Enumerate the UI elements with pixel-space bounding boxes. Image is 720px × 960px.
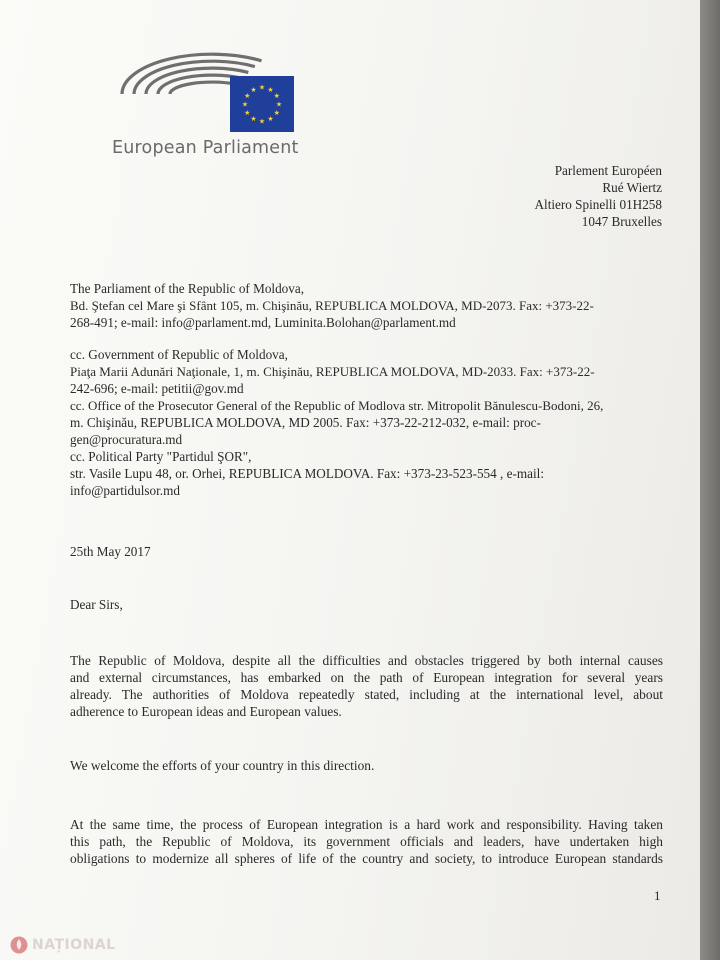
paragraph-line: We welcome the efforts of your country in this direction. xyxy=(70,758,375,773)
cc-line: cc. Political Party "Partidul ŞOR", xyxy=(70,449,252,464)
sender-address-line: Rué Wiertz xyxy=(602,180,662,195)
eu-star-icon: ★ xyxy=(267,85,274,94)
cc-line: info@partidulsor.md xyxy=(70,483,180,498)
body-paragraph xyxy=(70,652,663,720)
body-paragraph xyxy=(70,757,663,774)
eu-star-icon: ★ xyxy=(241,100,249,109)
eu-star-icon: ★ xyxy=(244,92,251,100)
cc-line: str. Vasile Lupu 48, or. Orhei, REPUBLICA MOLDOVA. Fax: +373-23-523-554 , e-mail: xyxy=(70,466,544,481)
hemicycle-flag-emblem xyxy=(112,42,312,137)
eu-star-icon: ★ xyxy=(244,109,251,117)
eu-star-icon: ★ xyxy=(275,100,283,109)
paragraph-line: At the same time, the process of European integration is a hard work and responsibility. Having taken xyxy=(70,817,663,832)
paragraph-line: and external circumstances, has embarked on the path of European integration for several years xyxy=(70,670,663,685)
eu-star-icon: ★ xyxy=(273,92,280,100)
cc-line: 242-696; e-mail: petitii@gov.md xyxy=(70,381,244,396)
cc-line: m. Chişinău, REPUBLICA MOLDOVA, MD 2005. Fax: +373-22-212-032, e-mail: proc- xyxy=(70,415,541,430)
paragraph-line: The Republic of Moldova, despite all the difficulties and obstacles triggered by both internal causes xyxy=(70,653,663,668)
page-number: 1 xyxy=(654,888,661,903)
paragraph-line: already. The authorities of Moldova repeatedly stated, including at the international level, about xyxy=(70,687,663,702)
eu-star-icon: ★ xyxy=(258,83,266,92)
eu-star-icon: ★ xyxy=(250,115,257,124)
watermark-flame-icon xyxy=(10,936,28,954)
eu-star-icon: ★ xyxy=(273,109,280,117)
cc-line: gen@procuratura.md xyxy=(70,432,183,447)
eu-star-icon: ★ xyxy=(267,115,274,124)
body-paragraph xyxy=(70,816,663,867)
background-surface xyxy=(700,0,720,960)
eu-star-icon: ★ xyxy=(250,85,257,94)
watermark-text: NAȚIONAL xyxy=(32,937,116,953)
recipient-line: 268-491; e-mail: info@parlament.md, Luminita.Bolohan@parlament.md xyxy=(70,315,456,330)
cc-line: Piaţa Marii Adunări Naţionale, 1, m. Chişinău, REPUBLICA MOLDOVA, MD-2033. Fax: +373-22- xyxy=(70,364,595,379)
sender-address-line: Parlement Européen xyxy=(554,163,662,178)
recipient-line: The Parliament of the Republic of Moldova, xyxy=(70,281,305,296)
eu-star-icon: ★ xyxy=(258,117,266,126)
european-parliament-logo xyxy=(112,42,312,167)
salutation: Dear Sirs, xyxy=(70,597,123,612)
cc-line: cc. Office of the Prosecutor General of the Republic of Modlova str. Mitropolit Bănulescu-Bodoni, 26, xyxy=(70,398,604,413)
paragraph-line: this path, the Republic of Moldova, its government officials and leaders, have undertaken high xyxy=(70,834,663,849)
sender-address-line: 1047 Bruxelles xyxy=(581,214,662,229)
logo-text: European Parliament xyxy=(112,138,299,158)
sender-address-line: Altiero Spinelli 01H258 xyxy=(534,197,662,212)
hemicycle-arc xyxy=(170,82,235,94)
cc-line: cc. Government of Republic of Moldova, xyxy=(70,347,288,362)
publisher-watermark xyxy=(10,934,116,956)
recipient-line: Bd. Ştefan cel Mare şi Sfânt 105, m. Chişinău, REPUBLICA MOLDOVA, MD-2073. Fax: +373-22- xyxy=(70,298,594,313)
letter-date: 25th May 2017 xyxy=(70,544,151,559)
paragraph-line: adherence to European ideas and European values. xyxy=(70,704,342,719)
paragraph-line: obligations to modernize all spheres of life of the country and society, to introduce European standards xyxy=(70,851,663,866)
